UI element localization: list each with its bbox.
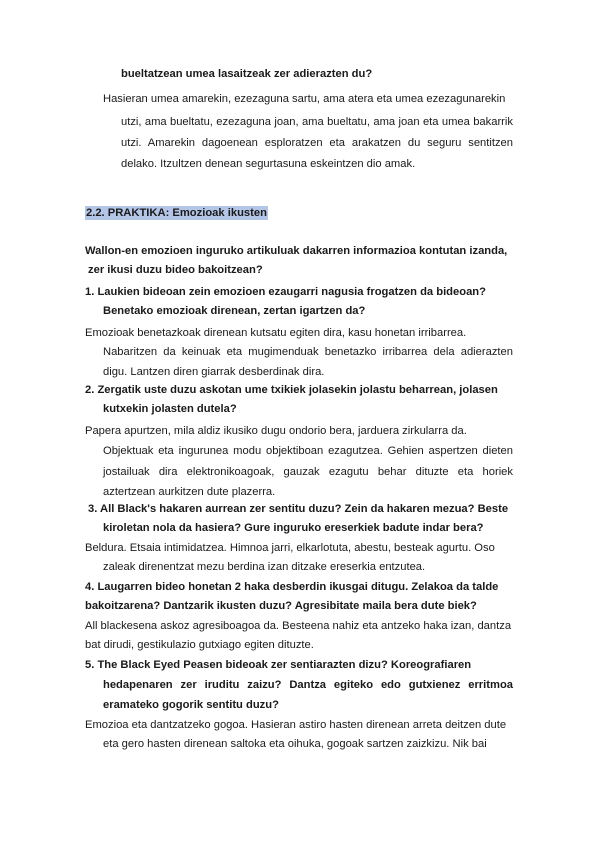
intro-line-2: zer ikusi duzu bideo bakoitzean? bbox=[88, 264, 263, 276]
question-tail: bueltatzean umea lasaitzeak zer adierazten du? bbox=[121, 68, 373, 80]
answer-3-first-line: Beldura. Etsaia intimidatzea. Himnoa jarri, elkarlotuta, abestu, besteak agurtu. Oso bbox=[85, 542, 495, 554]
answer-first-line: Hasieran umea amarekin, ezezaguna sartu, ama atera eta umea ezezagunarekin bbox=[103, 93, 506, 105]
section-heading bbox=[85, 204, 268, 224]
answer-5-first-line: Emozioa eta dantzatzeko gogoa. Hasieran astiro hasten direnean arreta deitzen dute bbox=[85, 719, 507, 731]
question-3-cont: kiroletan nola da hasiera? Gure inguruko ereserkiek badute indar bera? bbox=[103, 522, 484, 534]
answer-4: bat dirudi, gestikulazio gutxiago egiten dituzte. bbox=[85, 639, 314, 651]
answer-2-first-line: Papera apurtzen, mila aldiz ikusiko dugu ondorio bera, jarduera zirkularra da. bbox=[85, 425, 467, 437]
question-1-cont: Benetako emozioak direnean, zertan igartzen da? bbox=[103, 305, 366, 317]
answer-4-first-line: All blackesena askoz agresiboagoa da. Besteena nahiz eta antzeko haka izan, dantza bbox=[85, 620, 512, 632]
question-5: 5. The Black Eyed Peasen bideoak zer sentiarazten dizu? Koreografiaren bbox=[85, 659, 472, 671]
question-4: 4. Laugarren bideo honetan 2 haka desberdin ikusgai ditugu. Zelakoa da talde bbox=[85, 581, 499, 593]
answer-1: Nabaritzen da keinuak eta mugimenduak benetazko irribarrea dela adierazten digu. Lantzen diren giarrak desberdinak dira. bbox=[103, 346, 513, 378]
answer-1-first-line: Emozioak benetazkoak direnean kutsatu egiten dira, kasu honetan irribarrea. bbox=[85, 327, 467, 339]
question-5-cont: hedapenaren zer iruditu zaizu? Dantza egiteko edo gutxienez erritmoa eramateko gogorik sentitu duzu? bbox=[103, 679, 513, 711]
answer-paragraph: utzi, ama bueltatu, ezezaguna joan, ama bueltatu, ama joan eta umea bakarrik utzi. Amarekin dagoenean esploratzen eta arakatzen du seguru sentitzen delako. Itzultzen denean segurtasuna eskeintzen dio amak. bbox=[121, 116, 513, 170]
section-heading-text: 2.2. PRAKTIKA: Emozioak ikusten bbox=[86, 207, 267, 219]
answer-3: zaleak direnentzat mezu berdina izan ditzake ereserkia entzutea. bbox=[103, 561, 426, 573]
question-4-cont: bakoitzarena? Dantzarik ikusten duzu? Agresibitate maila bera dute biek? bbox=[85, 600, 477, 612]
question-2: 2. Zergatik uste duzu askotan ume txikiek jolasekin jolastu beharrean, jolasen bbox=[85, 384, 498, 396]
question-1: 1. Laukien bideoan zein emozioen ezaugarri nagusia frogatzen da bideoan? bbox=[85, 286, 486, 298]
answer-2: Objektuak eta ingurunea modu objektiboan ezagutzea. Gehien aspertzen dieten jostailuak dira elektronikoagoak, gauzak ezagutu behar dituzte eta horiek aztertzean aurkitzen dute plazerra. bbox=[103, 445, 513, 498]
question-3: 3. All Black's hakaren aurrean zer sentitu duzu? Zein da hakaren mezua? Beste bbox=[88, 503, 509, 515]
question-2-cont: kutxekin jolasten dutela? bbox=[103, 403, 237, 415]
answer-5: eta gero hasten direnean saltoka eta oihuka, gogoak sartzen zaizkizu. Nik bai bbox=[103, 738, 487, 750]
intro-line-1: Wallon-en emozioen inguruko artikuluak dakarren informazioa kontutan izanda, bbox=[85, 245, 508, 257]
